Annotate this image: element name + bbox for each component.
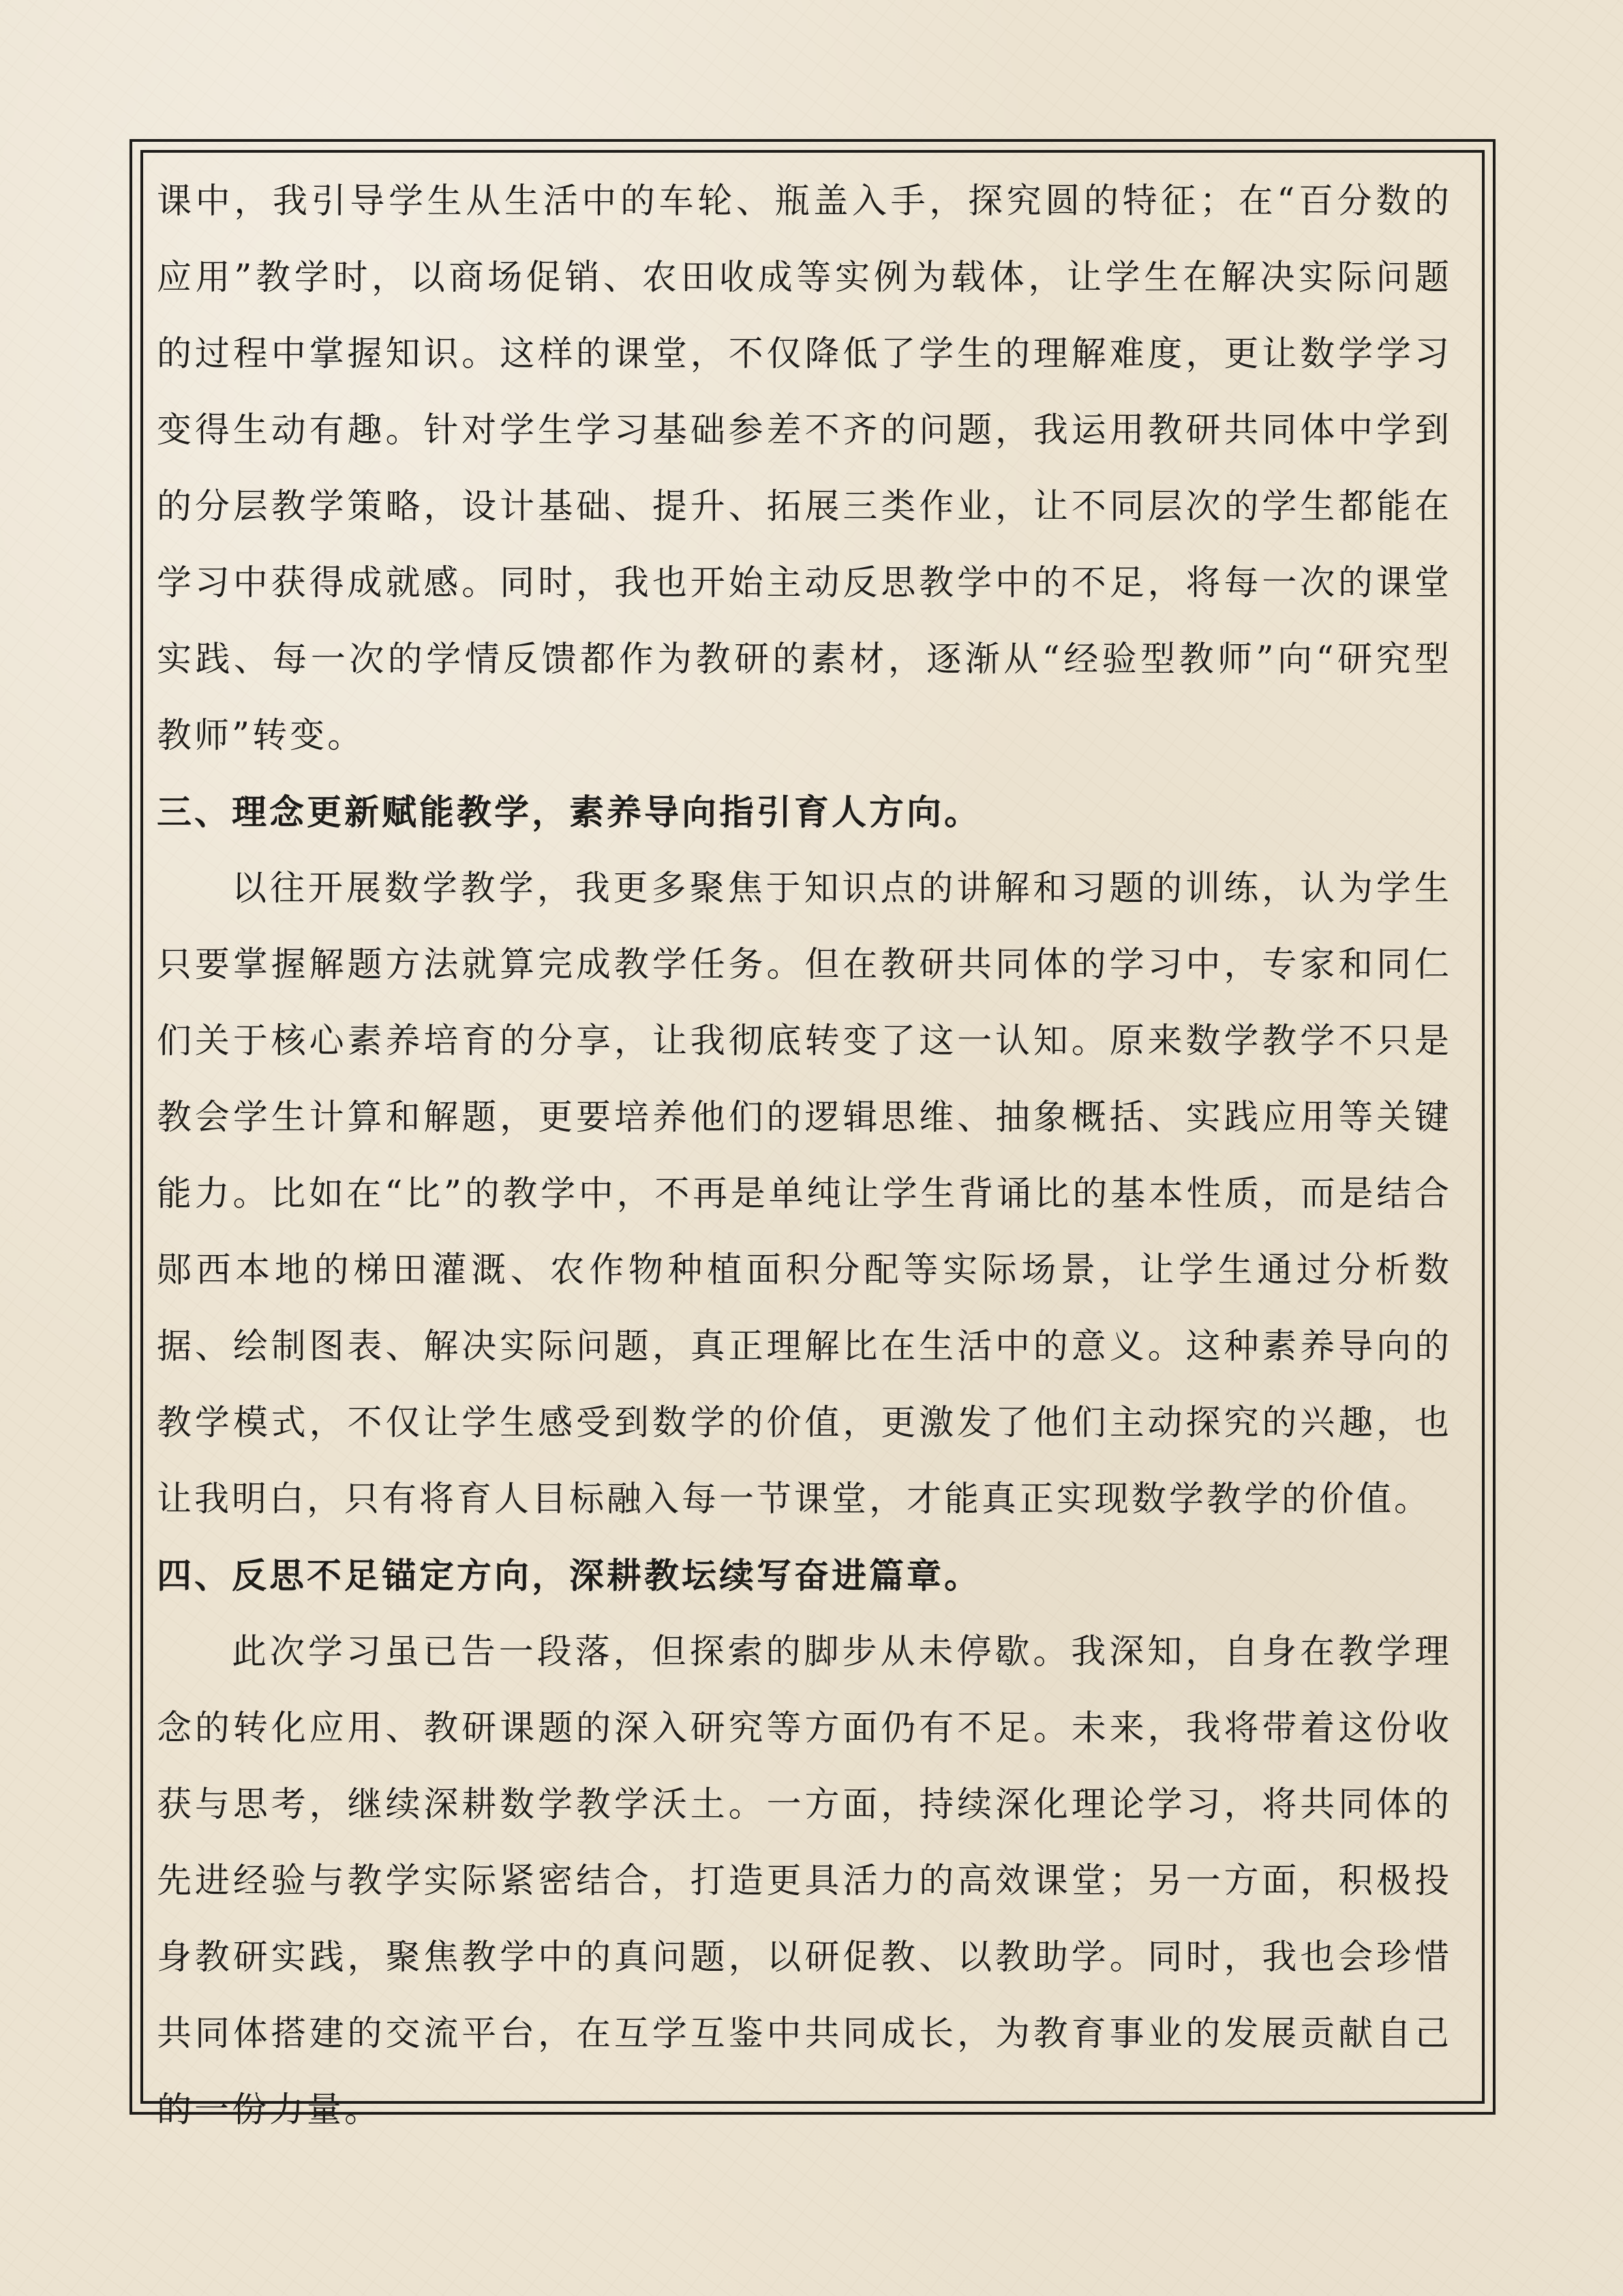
section-heading-4: 四、反思不足锚定方向，深耕教坛续写奋进篇章。 (157, 1556, 982, 1597)
body-paragraph-2: 以往开展数学教学，我更多聚焦于知识点的讲解和习题的训练，认为学生只要掌握解题方法就算完成教学任务。但在教研共同体的学习中，专家和同仁们关于核心素养培育的分享，让我彻底转变了这一认知。原来数学教学不只是教会学生计算和解题，更要培养他们的逻辑思维、抽象概括、实践应用等关键能力。比如在“比”的教学中，不再是单纯让学生背诵比的基本性质，而是结合郧西本地的梯田灌溉、农作物种植面积分配等实际场景，让学生通过分析数据、绘制图表、解决实际问题，真正理解比在生活中的意义。这种素养导向的教学模式，不仅让学生感受到数学的价值，更激发了他们主动探究的兴趣，也让我明白，只有将育人目标融入每一节课堂，才能真正实现数学教学的价值。 (157, 868, 1452, 1520)
body-paragraph-3: 此次学习虽已告一段落，但探索的脚步从未停歇。我深知，自身在教学理念的转化应用、教研课题的深入研究等方面仍有不足。未来，我将带着这份收获与思考，继续深耕数学教学沃土。一方面，持续深化理论学习，将共同体的先进经验与教学实际紧密结合，打造更具活力的高效课堂；另一方面，积极投身教研实践，聚焦教学中的真问题，以研促教、以教助学。同时，我也会珍惜共同体搭建的交流平台，在互学互鉴中共同成长，为教育事业的发展贡献自己的一份力量。 (157, 1632, 1452, 2130)
body-paragraph-1: 课中，我引导学生从生活中的车轮、瓶盖入手，探究圆的特征；在“百分数的应用”教学时，以商场促销、农田收成等实例为载体，让学生在解决实际问题的过程中掌握知识。这样的课堂，不仅降低了学生的理解难度，更让数学学习变得生动有趣。针对学生学习基础参差不齐的问题，我运用教研共同体中学到的分层教学策略，设计基础、提升、拓展三类作业，让不同层次的学生都能在学习中获得成就感。同时，我也开始主动反思教学中的不足，将每一次的课堂实践、每一次的学情反馈都作为教研的素材，逐渐从“经验型教师”向“研究型教师”转变。 (157, 181, 1452, 756)
document-body (157, 164, 1452, 2149)
section-heading-3: 三、理念更新赋能教学，素养导向指引育人方向。 (157, 792, 982, 833)
